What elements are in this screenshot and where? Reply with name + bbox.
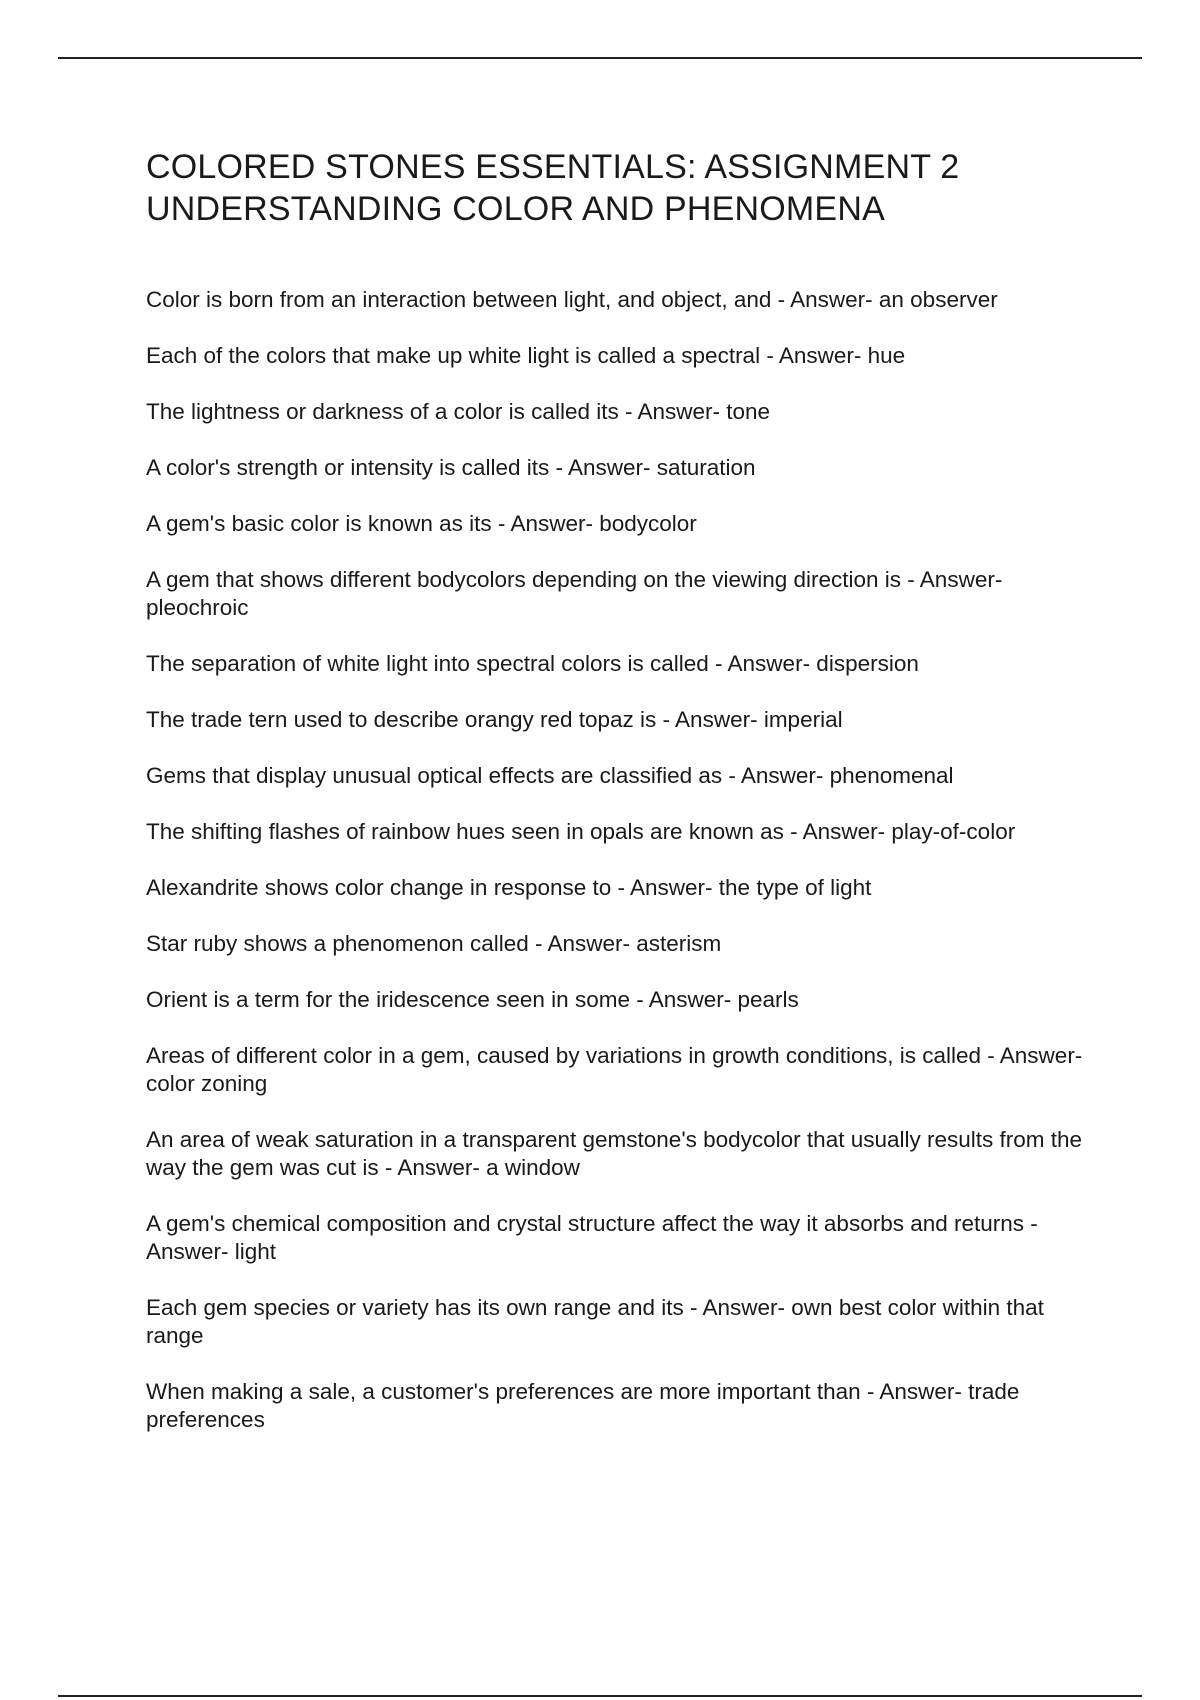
qa-item: The trade tern used to describe orangy red topaz is - Answer- imperial: [146, 707, 843, 732]
qa-item: A gem's basic color is known as its - Answer- bodycolor: [146, 511, 697, 536]
qa-item: Each of the colors that make up white light is called a spectral - Answer- hue: [146, 343, 906, 368]
top-divider: [58, 57, 1142, 59]
bottom-divider: [58, 1695, 1142, 1697]
qa-item: Orient is a term for the iridescence seen in some - Answer- pearls: [146, 987, 799, 1012]
document-body: [146, 146, 1096, 1462]
question-answer-list: [146, 286, 1096, 1434]
qa-item: The lightness or darkness of a color is called its - Answer- tone: [146, 399, 771, 424]
qa-item: A color's strength or intensity is called its - Answer- saturation: [146, 455, 756, 480]
qa-item: When making a sale, a customer's preferences are more important than - Answer- trade preferences: [146, 1379, 1020, 1432]
page-title: [146, 146, 1096, 230]
qa-item: Gems that display unusual optical effects are classified as - Answer- phenomenal: [146, 763, 954, 788]
qa-item: An area of weak saturation in a transparent gemstone's bodycolor that usually results from the way the gem was cut is - Answer- a window: [146, 1127, 1083, 1180]
qa-item: Color is born from an interaction between light, and object, and - Answer- an observer: [146, 287, 998, 312]
qa-item: A gem's chemical composition and crystal structure affect the way it absorbs and returns - Answer- light: [146, 1211, 1038, 1264]
page-title-line-2: UNDERSTANDING COLOR AND PHENOMENA: [146, 190, 885, 228]
qa-item: A gem that shows different bodycolors depending on the viewing direction is - Answer- pleochroic: [146, 567, 1003, 620]
qa-item: Star ruby shows a phenomenon called - Answer- asterism: [146, 931, 722, 956]
qa-item: The separation of white light into spectral colors is called - Answer- dispersion: [146, 651, 919, 676]
qa-item: Areas of different color in a gem, caused by variations in growth conditions, is called - Answer- color zoning: [146, 1043, 1083, 1096]
qa-item: Alexandrite shows color change in response to - Answer- the type of light: [146, 875, 872, 900]
page-title-line-1: COLORED STONES ESSENTIALS: ASSIGNMENT 2: [146, 148, 960, 186]
qa-item: Each gem species or variety has its own range and its - Answer- own best color within that range: [146, 1295, 1044, 1348]
qa-item: The shifting flashes of rainbow hues seen in opals are known as - Answer- play-of-color: [146, 819, 1016, 844]
